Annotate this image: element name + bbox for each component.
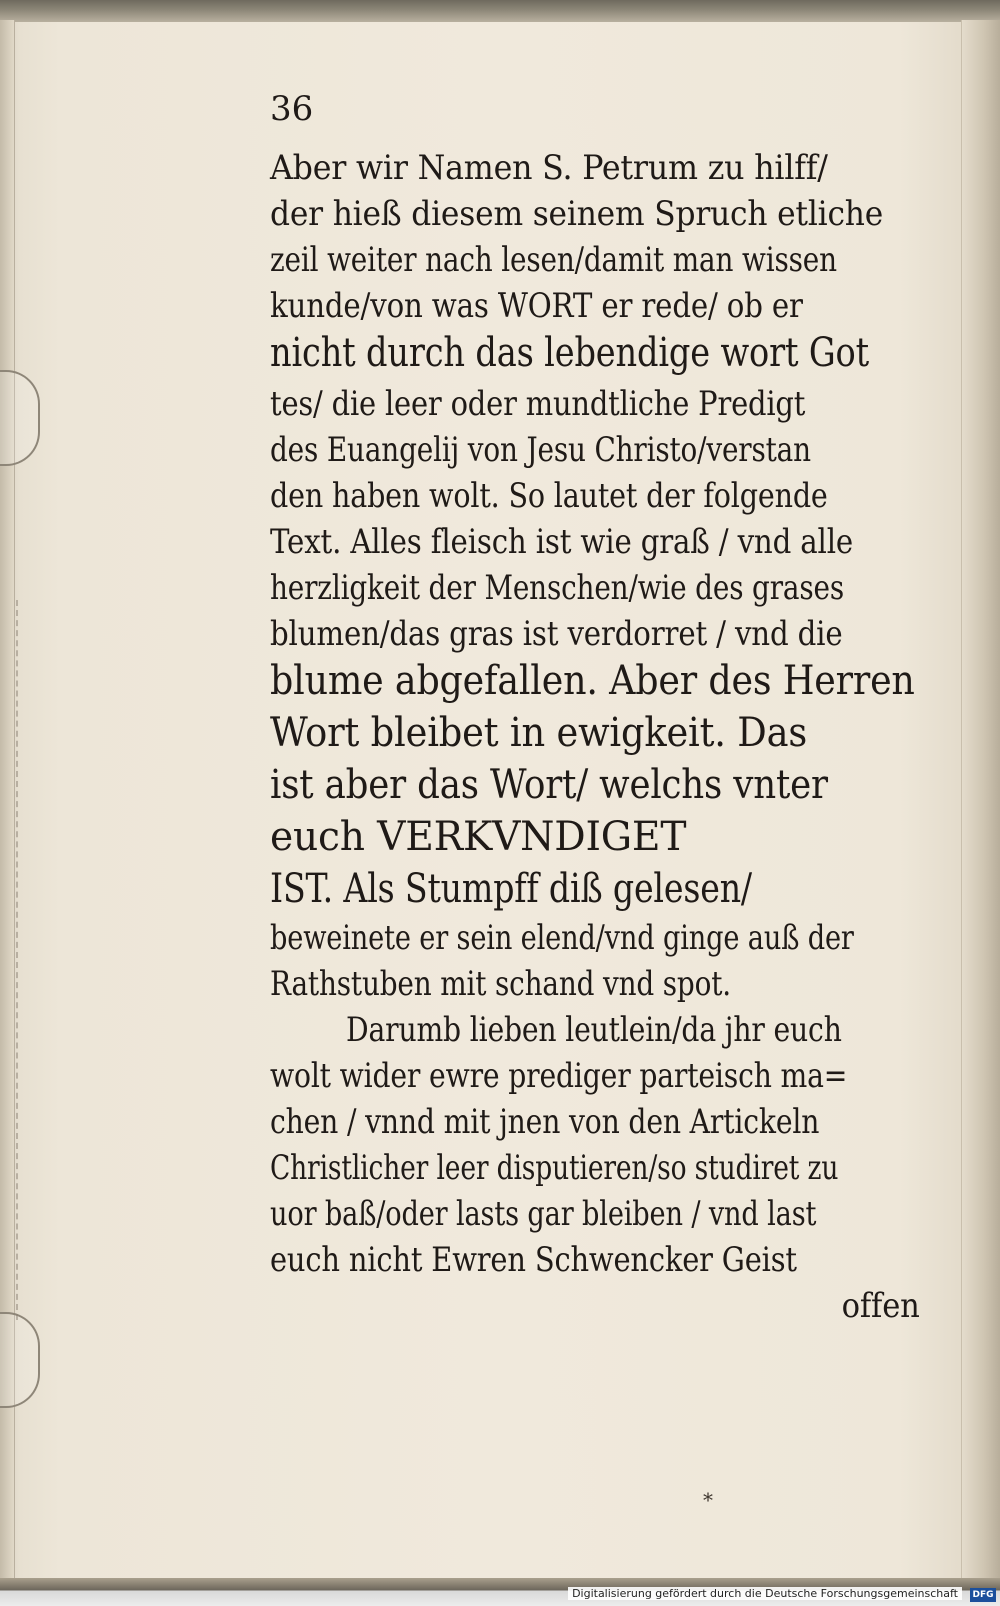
dfg-logo: DFG [970, 1588, 996, 1602]
catchword: offen [841, 1286, 920, 1326]
binding-tab-top [0, 370, 40, 466]
page-number: 36 [270, 89, 314, 129]
digitization-footer: Digitalisierung gefördert durch die Deutsche Forschungsgemeinschaft [568, 1587, 962, 1600]
text-line: der hieß diesem seinem Spruch etliche [270, 194, 884, 234]
text-line: Aber wir Namen S. Petrum zu hilff/ [270, 148, 828, 188]
text-line: chen / vnnd mit jnen von den Artickeln [270, 1102, 820, 1142]
text-line: herzligkeit der Menschen/wie des grases [270, 568, 844, 608]
text-line: Text. Alles fleisch ist wie graß / vnd alle [270, 522, 854, 562]
text-line: ist aber das Wort/ welchs vnter [270, 762, 828, 808]
text-line: beweinete er sein elend/vnd ginge auß der [270, 918, 854, 958]
ink-mark: * [703, 1488, 713, 1512]
binding-tab-bottom [0, 1312, 40, 1408]
top-page-edge [0, 0, 1000, 22]
text-line: Wort bleibet in ewigkeit. Das [270, 710, 808, 756]
text-line: den haben wolt. So lautet der folgende [270, 476, 828, 516]
text-line: nicht durch das lebendige wort Got [270, 330, 869, 376]
text-line: kunde/von was WORT er rede/ ob er [270, 286, 803, 326]
text-line: des Euangelij von Jesu Christo/verstan [270, 430, 811, 470]
text-line: IST. Als Stumpff diß gelesen/ [270, 866, 752, 912]
text-line: uor baß/oder lasts gar bleiben / vnd last [270, 1194, 817, 1234]
text-line: blume abgefallen. Aber des Herren [270, 658, 915, 704]
right-page-edge [961, 20, 1000, 1580]
text-line: Christlicher leer disputieren/so studiret zu [270, 1148, 839, 1188]
text-line: Rathstuben mit schand vnd spot. [270, 964, 731, 1004]
text-line: euch nicht Ewren Schwencker Geist [270, 1240, 797, 1280]
text-line: tes/ die leer oder mundtliche Predigt [270, 384, 806, 424]
text-line: euch VERKVNDIGET [270, 814, 687, 860]
text-line: wolt wider ewre prediger parteisch ma= [270, 1056, 848, 1096]
page-fold-shadow [16, 600, 32, 1320]
text-line: Darumb lieben leutlein/da jhr euch [346, 1010, 842, 1050]
text-line: blumen/das gras ist verdorret / vnd die [270, 614, 843, 654]
text-line: zeil weiter nach lesen/damit man wissen [270, 240, 837, 280]
